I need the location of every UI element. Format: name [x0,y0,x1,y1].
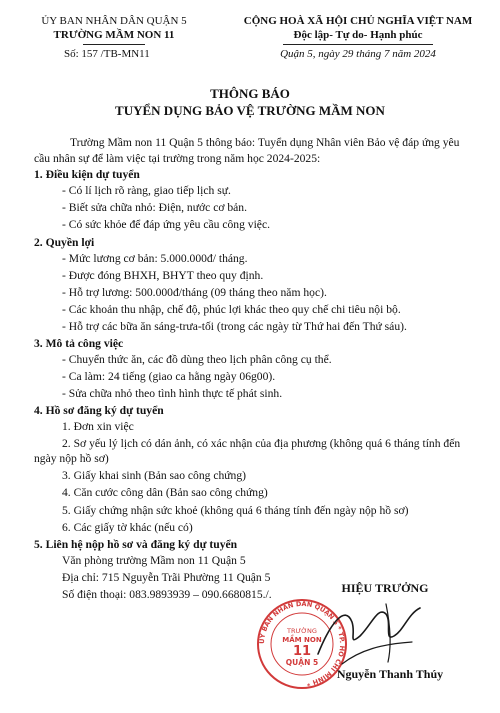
section-heading: 4. Hồ sơ đăng ký dự tuyển [34,404,164,418]
list-item: 3. Giấy khai sinh (Bản sao công chứng) [62,469,247,483]
stamp-ring-text: ỦY BAN NHÂN DÂN QUẬN 5 * TP. HỒ CHÍ MINH * [257,599,347,688]
list-item: - Sửa chữa nhỏ theo tình hình thực tế phát sinh. [62,387,283,401]
issuer-school: TRƯỜNG MẦM NON 11 [53,29,175,42]
section-heading: 2. Quyền lợi [34,235,95,249]
national-title: CỘNG HOÀ XÃ HỘI CHỦ NGHĨA VIỆT NAM [243,15,473,27]
list-item: 2. Sơ yếu lý lịch có dán ảnh, có xác nhận của địa phương (không quá 6 tháng tính đến ngày nộp hồ sơ) [34,437,461,466]
signatory-title: HIỆU TRƯỞNG [341,581,429,595]
issuer-authority: ỦY BAN NHÂN DÂN QUẬN 5 [41,15,187,27]
document-date: Quận 5, ngày 29 tháng 7 năm 2024 [280,47,436,60]
stamp-center-line2: MẦM NON [282,636,322,644]
list-item: - Có sức khỏe để đáp ứng yêu cầu công việc. [62,218,270,232]
list-item: - Có lí lịch rõ ràng, giao tiếp lịch sự. [62,184,231,198]
motto-underline [283,44,433,45]
handwritten-signature [290,584,430,674]
list-item: - Biết sửa chữa nhỏ: Điện, nước cơ bản. [62,201,248,215]
stamp-center-line4: QUẬN 5 [285,658,319,667]
signatory-name: Nguyễn Thanh Thúy [336,667,444,681]
national-motto: Độc lập- Tự do- Hạnh phúc [293,29,423,42]
list-item: - Mức lương cơ bản: 5.000.000đ/ tháng. [62,251,248,265]
section-heading: 5. Liên hệ nộp hồ sơ và đăng ký dự tuyển [34,537,238,551]
list-item: - Các khoản thu nhập, chế độ, phúc lợi khác theo quy chế chi tiêu nội bộ. [62,302,401,316]
list-item: 6. Các giấy tờ khác (nếu có) [62,520,193,534]
list-item: 5. Giấy chứng nhận sức khoẻ (không quá 6 tháng tính đến ngày nộp hồ sơ) [62,503,409,517]
list-item: - Hỗ trợ các bữa ăn sáng-trưa-tối (trong các ngày từ Thứ hai đến Thứ sáu). [62,319,407,333]
list-item: - Được đóng BHXH, BHYT theo quy định. [62,268,264,282]
national-motto-block [238,14,478,61]
list-item: 1. Đơn xin việc [62,420,134,434]
stamp-center-line1: TRƯỜNG [287,627,317,635]
section-application-documents [34,403,474,535]
contact-office: Văn phòng trường Mầm non 11 Quận 5 [62,553,246,567]
list-item: 4. Căn cước công dân (Bản sao công chứng) [62,486,268,500]
list-item: - Hỗ trợ lương: 500.000đ/tháng (09 tháng theo năm học). [62,285,327,299]
section-heading: 1. Điều kiện dự tuyển [34,168,140,182]
contact-address: Địa chỉ: 715 Nguyễn Trãi Phường 11 Quận 5 [62,570,271,584]
issuer-block [34,14,194,61]
issuer-underline [83,44,145,45]
stamp-center-line3: 11 [292,644,312,659]
document-subtitle: TUYỂN DỤNG BẢO VỆ TRƯỜNG MẦM NON [115,103,385,118]
section-benefits [34,235,474,334]
section-job-description [34,336,474,401]
document-title: THÔNG BÁO [210,86,290,101]
section-heading: 3. Mô tả công việc [34,336,124,350]
section-conditions [34,167,474,232]
list-item: - Chuyển thức ăn, các đồ dùng theo lịch phân công cụ thể. [62,352,332,366]
intro-paragraph: Trường Mầm non 11 Quận 5 thông báo: Tuyển dụng Nhân viên Bảo vệ đáp ứng yêu cầu nhân sự để làm việc tại trường trong năm học 2024-2025: [34,136,460,165]
contact-phone: Số điện thoại: 083.9893939 – 090.6680815./. [62,587,272,601]
document-number: Số: 157 /TB-MN11 [64,47,150,60]
document-body [34,135,474,604]
list-item: - Ca làm: 24 tiếng (giao ca hằng ngày 06g00). [62,370,276,384]
